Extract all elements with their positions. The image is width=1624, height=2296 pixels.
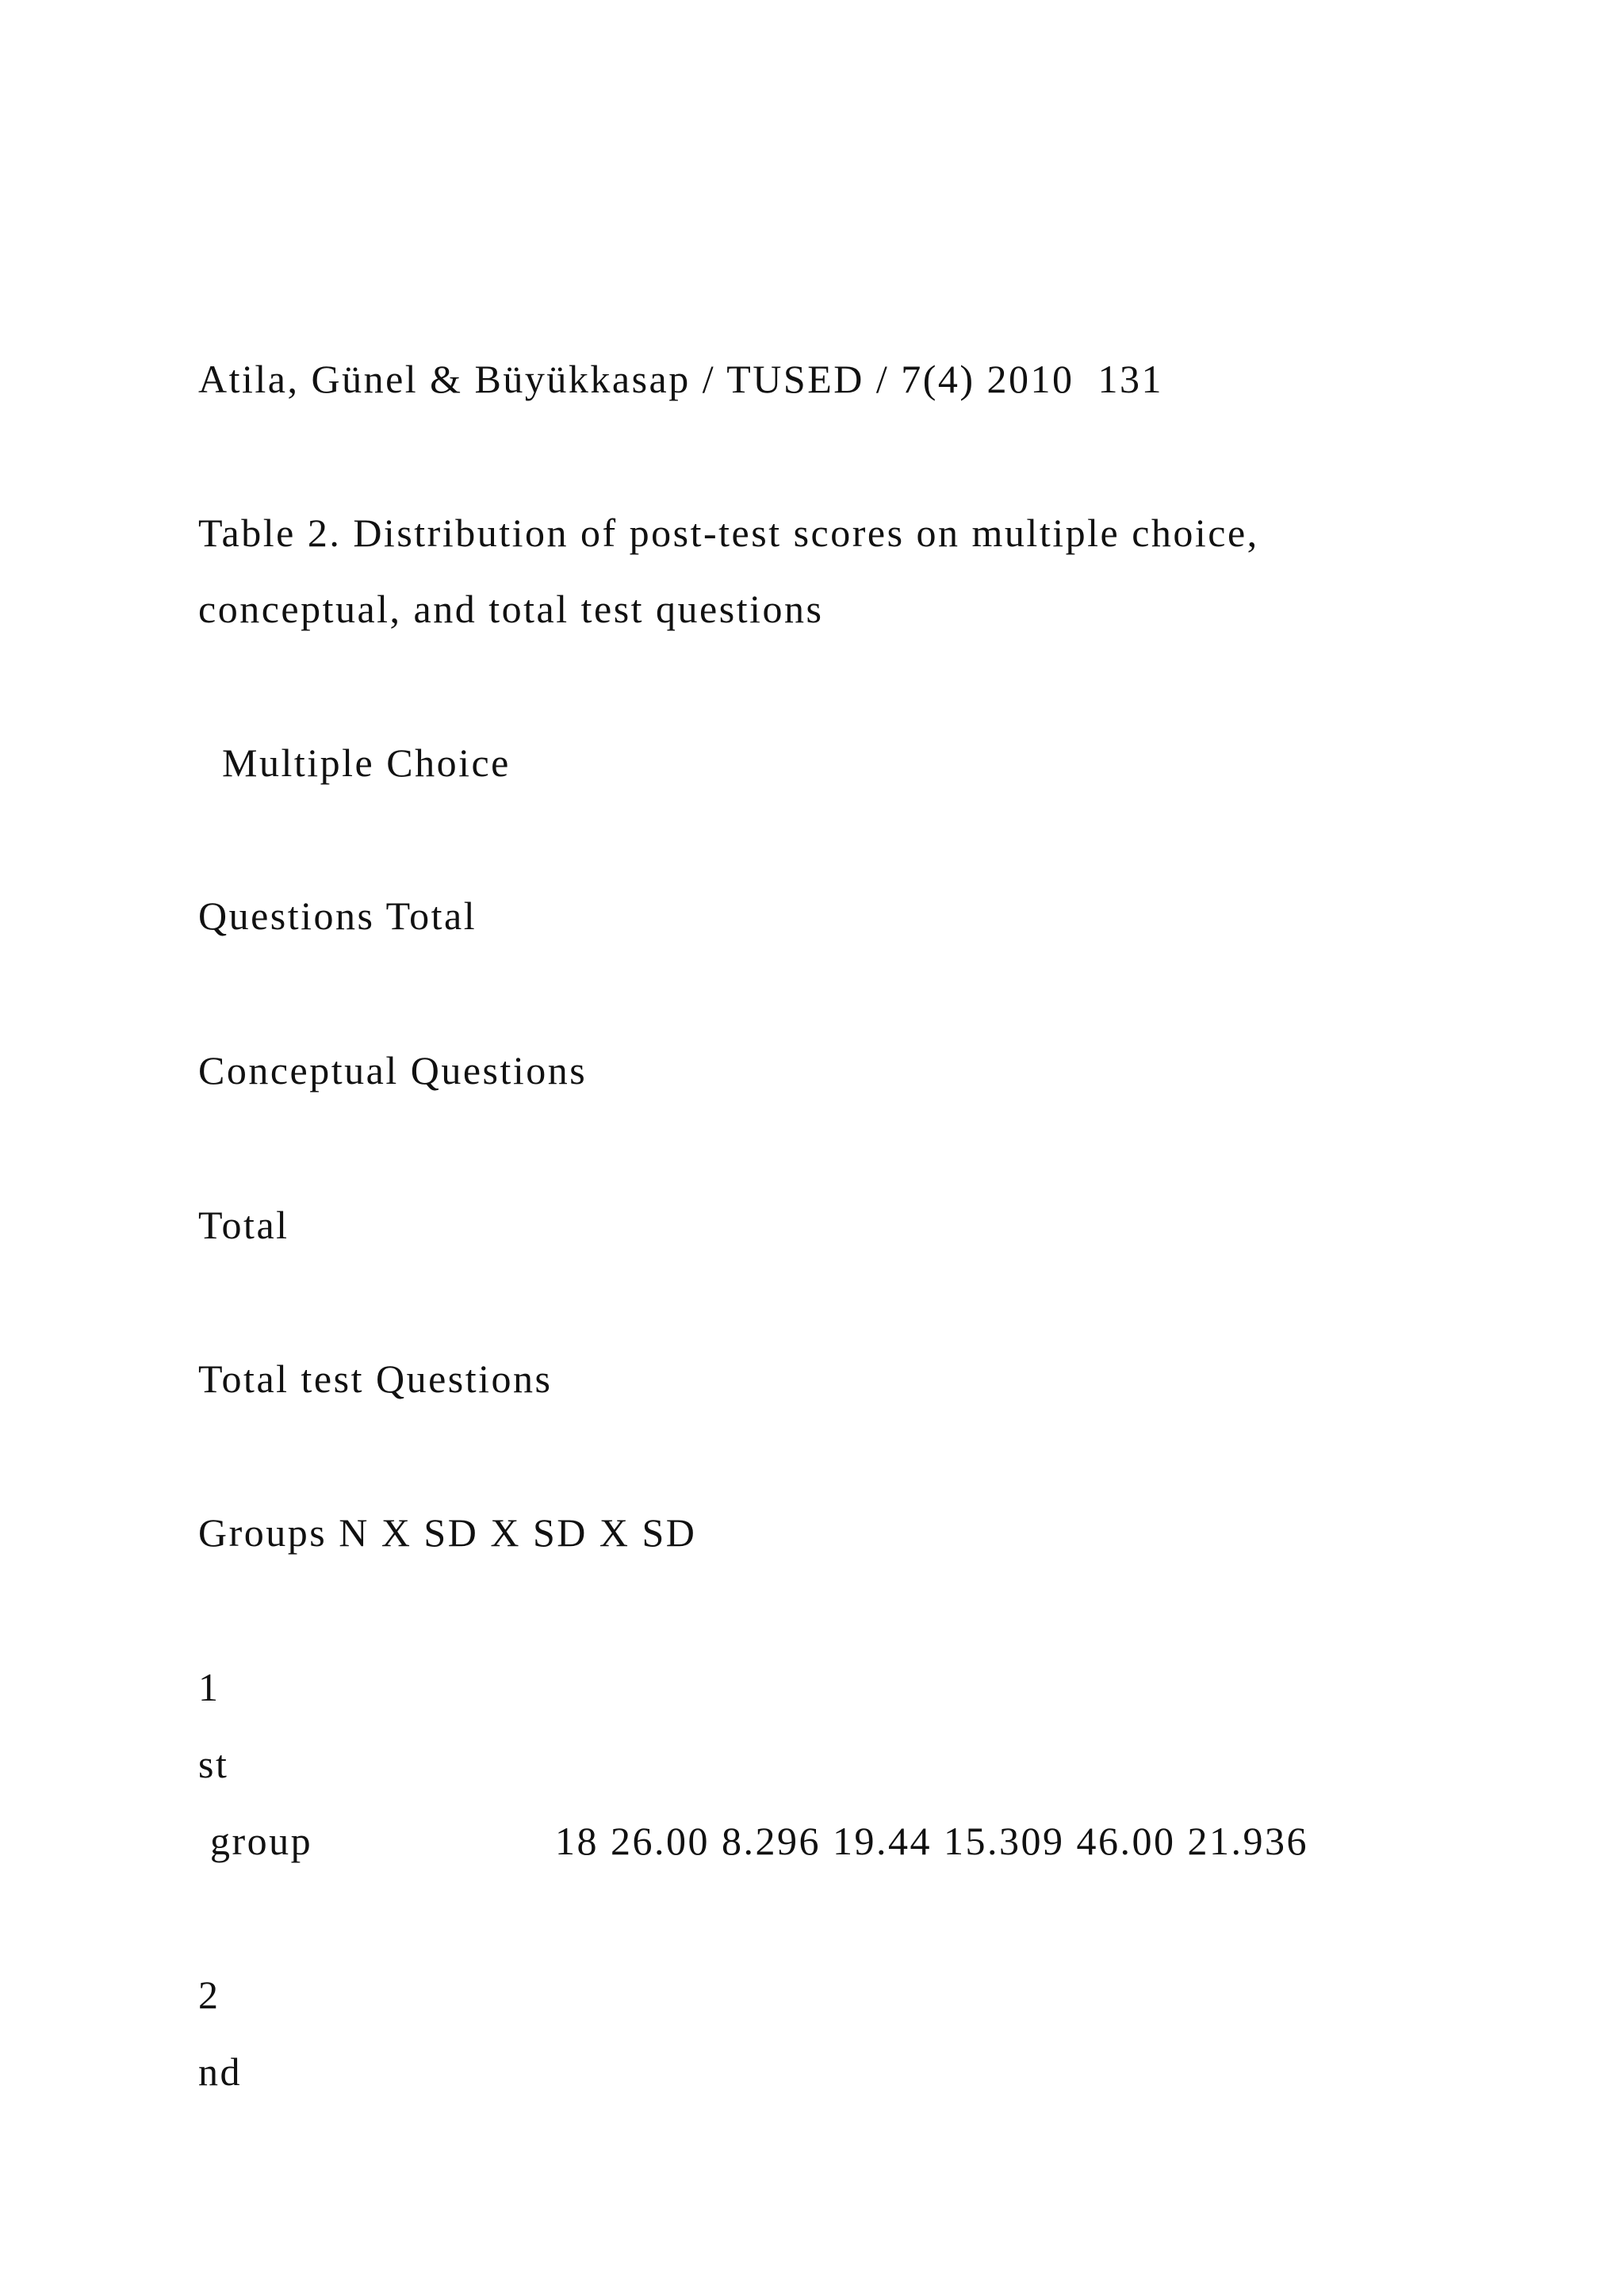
column-header-multiple-choice: Multiple Choice	[198, 740, 511, 785]
row-1-values: 18 26.00 8.296 19.44 15.309 46.00 21.936	[555, 1819, 1308, 1863]
row-2-suffix: nd	[198, 2049, 242, 2094]
column-header-row: Groups N X SD X SD X SD	[198, 1510, 697, 1555]
table-caption-line-1: Table 2. Distribution of post-test scores on multiple choice,	[198, 511, 1259, 555]
row-1-number: 1	[198, 1665, 220, 1709]
row-2-number: 2	[198, 1973, 220, 2017]
running-header: Atila, Günel & Büyükkasap / TUSED / 7(4) 2010 131	[198, 357, 1164, 401]
column-header-total-test-questions: Total test Questions	[198, 1357, 553, 1401]
column-header-questions-total: Questions Total	[198, 894, 477, 938]
table-caption-line-2: conceptual, and total test questions	[198, 587, 824, 631]
row-1-suffix: st	[198, 1742, 229, 1786]
row-1-group-label: group	[198, 1819, 313, 1863]
column-header-conceptual-questions: Conceptual Questions	[198, 1048, 588, 1093]
column-header-total: Total	[198, 1203, 289, 1247]
